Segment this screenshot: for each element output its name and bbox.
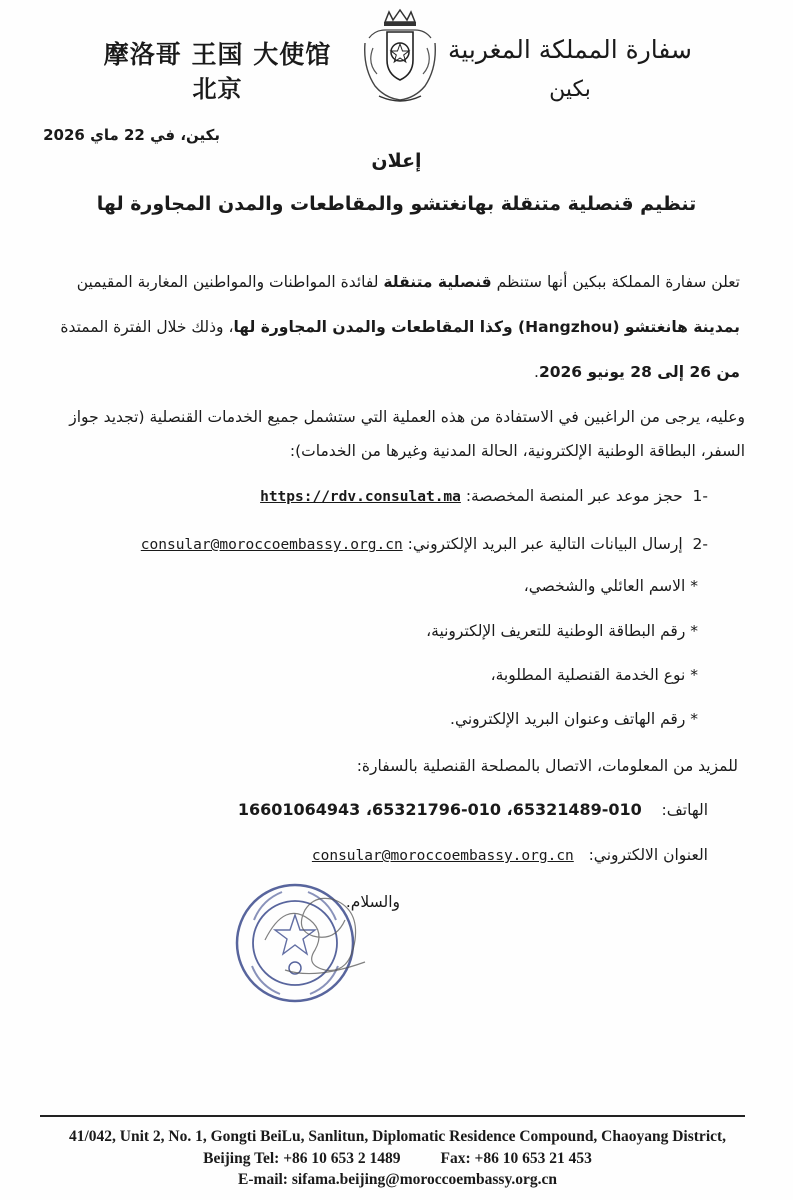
header-chinese <box>100 38 335 106</box>
header-chinese-line1: 摩洛哥 王国 大使馆 <box>103 40 332 69</box>
email-line <box>312 846 708 864</box>
intro-part-b: قنصلية متنقلة <box>383 273 492 291</box>
consular-email-link[interactable]: consular@moroccoembassy.org.cn <box>311 848 574 864</box>
phone-numbers: 010-65321489، 010-65321796، 16601064943 <box>237 800 642 819</box>
intro-part-e: ، وذلك خلال الفترة الممتدة <box>60 318 234 336</box>
footer-tel: Beijing Tel: +86 10 653 2 1489 <box>203 1150 401 1167</box>
phone-line <box>238 800 708 819</box>
closing-salutation: والسلام. <box>345 893 400 911</box>
intro-part-a: تعلن سفارة المملكة ببكين أنها ستنظم <box>491 273 740 291</box>
required-item: * نوع الخدمة القنصلية المطلوبة، <box>490 666 698 684</box>
header-arabic-line2: بكين <box>549 77 591 102</box>
step-2-text: إرسال البيانات التالية عبر البريد الإلكتروني: <box>402 535 683 553</box>
intro-part-c: لفائدة المواطنات والمواطنين المغاربة المقيمين <box>76 273 384 291</box>
step-1 <box>260 487 708 505</box>
required-item: * رقم البطاقة الوطنية للتعريف الإلكترونية، <box>426 622 698 640</box>
footer-email: E-mail: sifama.beijing@moroccoembassy.org.cn <box>238 1171 557 1188</box>
footer-address: 41/042, Unit 2, No. 1, Gongti BeiLu, Sanlitun, Diplomatic Residence Compound, Chaoyang District, <box>68 1128 727 1145</box>
step-1-number: -1 <box>692 487 708 505</box>
step-2 <box>141 535 708 553</box>
footer-divider <box>40 1115 745 1117</box>
handwritten-signature <box>255 870 395 1000</box>
email-label: العنوان الالكتروني: <box>583 846 708 864</box>
coat-of-arms-emblem <box>355 8 445 108</box>
announcement-subtitle: تنظيم قنصلية متنقلة بهانغتشو والمقاطعات والمدن المجاورة لها <box>96 193 697 215</box>
step-2-number: -2 <box>692 535 708 553</box>
header-arabic-line1: سفارة المملكة المغربية <box>447 35 692 64</box>
contact-intro: للمزيد من المعلومات، الاتصال بالمصلحة القنصلية بالسفارة: <box>356 757 738 775</box>
intro-part-g: . <box>534 363 539 381</box>
step-1-text: حجز موعد عبر المنصة المخصصة: <box>460 487 683 505</box>
intro-part-d: بمدينة هانغتشو (Hangzhou) وكذا المقاطعات والمدن المجاورة لها <box>233 318 740 336</box>
footer-fax: Fax: +86 10 653 21 453 <box>440 1150 592 1167</box>
intro-part-f: من 26 إلى 28 يونيو 2026 <box>538 363 740 381</box>
header-chinese-line2: 北京 <box>192 74 243 103</box>
phone-label: الهاتف: <box>656 801 708 819</box>
consular-email-link-step[interactable]: consular@moroccoembassy.org.cn <box>140 537 403 553</box>
letter-date: بكين، في 22 ماي 2026 <box>43 126 220 144</box>
services-paragraph: وعليه، يرجى من الراغبين في الاستفادة من هذه العملية التي ستشمل جميع الخدمات القنصلية (تجديد جواز السفر، البطاقة الوطنية الإلكترونية، الحالة المدنية وغيرها من الخدمات): <box>69 408 745 460</box>
required-item: * رقم الهاتف وعنوان البريد الإلكتروني. <box>450 710 698 728</box>
intro-paragraph <box>40 260 740 395</box>
announcement-title: إعلان <box>371 150 422 172</box>
booking-platform-link[interactable]: https://rdv.consulat.ma <box>260 489 461 505</box>
footer-phone-fax <box>30 1150 765 1168</box>
header-arabic <box>440 30 700 110</box>
required-item: * الاسم العائلي والشخصي، <box>523 577 698 595</box>
